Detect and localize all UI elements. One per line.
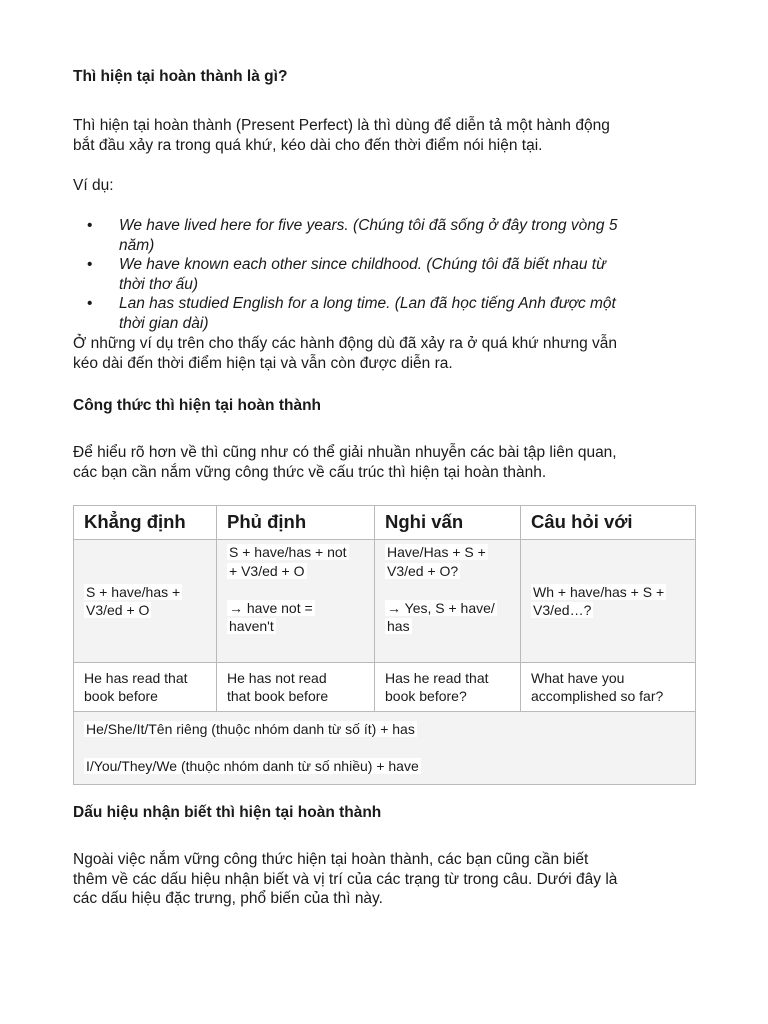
formula-table [73, 505, 696, 785]
bullet-icon: • [87, 256, 93, 273]
table-row-example [74, 663, 696, 712]
table-row-note [74, 712, 696, 785]
definition-line: Thì hiện tại hoàn thành (Present Perfect) là thì dùng để diễn tả một hành động [73, 117, 610, 134]
conclusion-paragraph [73, 334, 698, 373]
header-affirmative: Khẳng định [74, 506, 217, 540]
example-text: năm) [119, 236, 155, 254]
conclusion-line: kéo dài đến thời điểm hiện tại và vẫn còn được diễn ra. [73, 354, 453, 372]
signs-line: thêm về các dấu hiệu nhận biết và vị trí của các trạng từ trong câu. Dưới đây là [73, 870, 618, 888]
cell-question-formula: Have/Has + S + V3/ed + O? → Yes, S + have/ has [375, 540, 521, 663]
signs-line: các dấu hiệu đặc trưng, phổ biến của thì này. [73, 890, 383, 907]
list-item [73, 216, 698, 255]
bullet-icon: • [87, 217, 93, 234]
cell-subject-note: He/She/It/Tên riêng (thuộc nhóm danh từ số ít) + has I/You/They/We (thuộc nhóm danh từ số nhiều) + have [74, 712, 696, 785]
example-text: We have known each other since childhood. (Chúng tôi đã biết nhau từ [119, 256, 606, 273]
cell-affirmative-example: He has read that book before [74, 663, 217, 712]
list-item [73, 255, 698, 294]
cell-negative-formula: S + have/has + not + V3/ed + O → have not = haven't [217, 540, 375, 663]
example-label: Ví dụ: [73, 177, 114, 194]
formula-intro-paragraph [73, 443, 698, 482]
header-question: Nghi vấn [375, 506, 521, 540]
definition-line: bắt đầu xảy ra trong quá khứ, kéo dài cho đến thời điểm nói hiện tại. [73, 136, 543, 154]
table-row-formula [74, 540, 696, 663]
cell-affirmative-formula: S + have/has + V3/ed + O [74, 540, 217, 663]
table-header-row [74, 506, 696, 540]
example-text: Lan has studied English for a long time. (Lan đã học tiếng Anh được một [119, 295, 616, 312]
cell-question-example: Has he read that book before? [375, 663, 521, 712]
example-text: We have lived here for five years. (Chúng tôi đã sống ở đây trong vòng 5 [119, 217, 618, 234]
example-text: thời thơ ấu) [119, 275, 199, 293]
section-heading-signs: Dấu hiệu nhận biết thì hiện tại hoàn thành [73, 804, 382, 821]
example-list [73, 216, 698, 333]
list-item [73, 294, 698, 333]
signs-paragraph [73, 850, 698, 909]
cell-wh-formula: Wh + have/has + S + V3/ed…? [521, 540, 696, 663]
conclusion-line: Ở những ví dụ trên cho thấy các hành động dù đã xảy ra ở quá khứ nhưng vẫn [73, 335, 618, 352]
intro-line: các bạn cần nắm vững công thức về cấu trúc thì hiện tại hoàn thành. [73, 463, 547, 481]
cell-negative-example: He has not read that book before [217, 663, 375, 712]
header-wh-question: Câu hỏi với [521, 506, 696, 540]
signs-line: Ngoài việc nắm vững công thức hiện tại hoàn thành, các bạn cũng cần biết [73, 851, 589, 868]
definition-paragraph [73, 116, 698, 155]
section-heading-definition: Thì hiện tại hoàn thành là gì? [73, 68, 288, 85]
intro-line: Để hiểu rõ hơn về thì cũng như có thể giải nhuần nhuyễn các bài tập liên quan, [73, 444, 617, 461]
bullet-icon: • [87, 295, 93, 312]
example-text: thời gian dài) [119, 314, 209, 332]
section-heading-formula: Công thức thì hiện tại hoàn thành [73, 397, 322, 414]
header-negative: Phủ định [217, 506, 375, 540]
cell-wh-example: What have you accomplished so far? [521, 663, 696, 712]
